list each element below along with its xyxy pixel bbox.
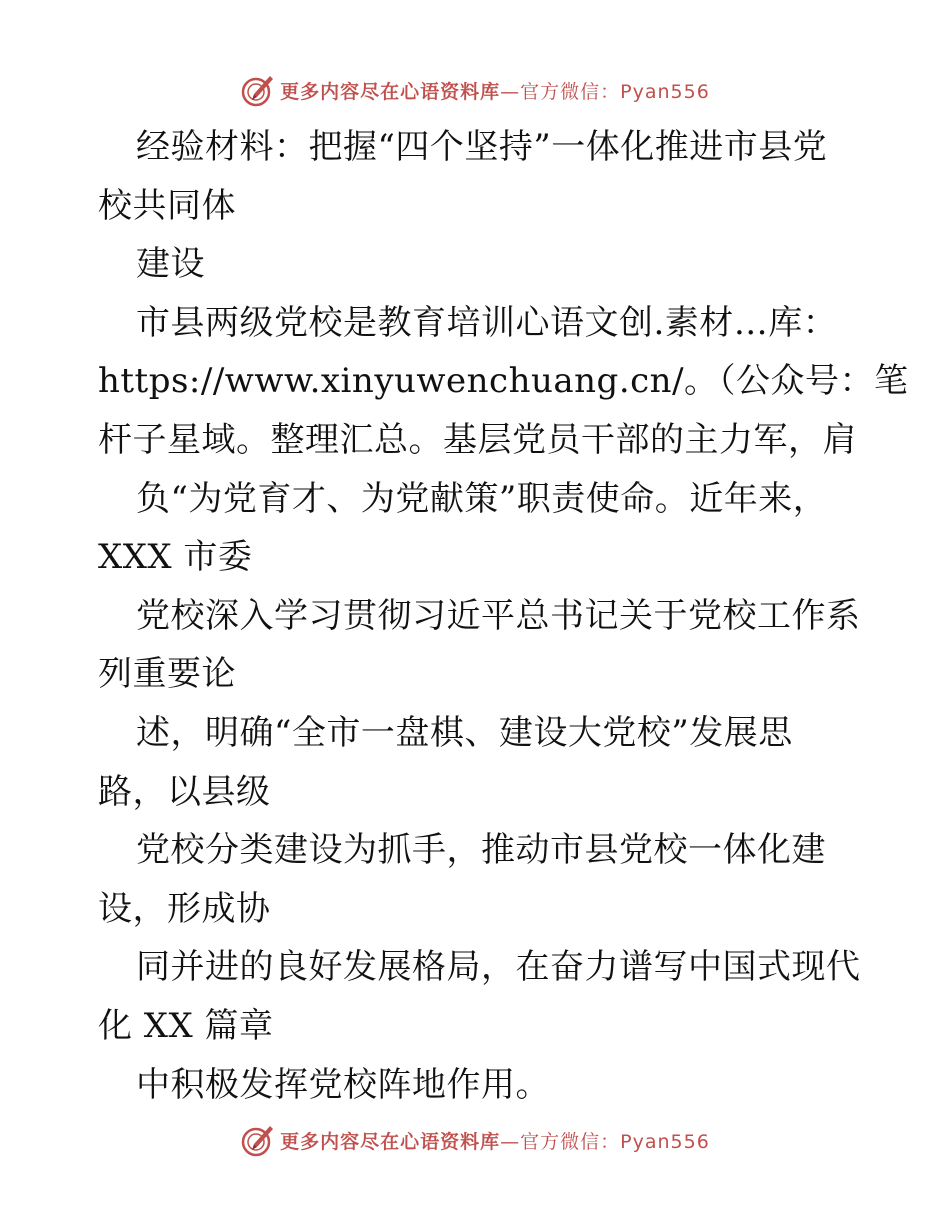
header-watermark-banner (0, 70, 950, 110)
text-line: 化 XX 篇章 (98, 1005, 274, 1046)
text-line: 杆子星域。整理汇总。基层党员干部的主力军，肩 (98, 419, 857, 460)
text-line: XXX 市委 (98, 537, 253, 578)
text-line: 负“为党育才、为党献策”职责使命。近年来， (136, 478, 828, 519)
text-line: 党校分类建设为抓手，推动市县党校一体化建 (136, 830, 826, 871)
document-body (98, 118, 909, 1114)
banner-contact-text: 官方微信：Pyan556 (520, 80, 710, 103)
banner-main-text: 更多内容尽在心语资料库 (280, 1130, 501, 1153)
text-line: 同并进的良好发展格局，在奋力谱写中国式现代 (136, 947, 861, 988)
banner-text (280, 77, 710, 104)
text-line: 路，以县级 (98, 771, 271, 812)
footer-watermark-banner (0, 1120, 950, 1160)
banner-separator: — (500, 1130, 521, 1153)
text-line: 市县两级党校是教育培训心语文创.素材…库： (136, 302, 838, 343)
text-line: 校共同体 (98, 185, 236, 226)
text-line: 中积极发挥党校阵地作用。 (136, 1064, 550, 1105)
text-line: 述，明确“全市一盘棋、建设大党校”发展思 (136, 712, 793, 753)
pen-nib-logo-icon (240, 1122, 276, 1158)
banner-separator: — (500, 80, 521, 103)
pen-nib-logo-icon (240, 72, 276, 108)
text-line: 建设 (136, 244, 205, 285)
banner-text (280, 1127, 710, 1154)
banner-contact-text: 官方微信：Pyan556 (520, 1130, 710, 1153)
text-line: https://www.xinyuwenchuang.cn/。（公众号：笔 (98, 361, 909, 402)
banner-main-text: 更多内容尽在心语资料库 (280, 80, 501, 103)
text-line: 设，形成协 (98, 888, 271, 929)
text-line: 列重要论 (98, 654, 236, 695)
text-line: 党校深入学习贯彻习近平总书记关于党校工作系 (136, 595, 861, 636)
text-line: 经验材料：把握“四个坚持”一体化推进市县党 (136, 127, 828, 167)
